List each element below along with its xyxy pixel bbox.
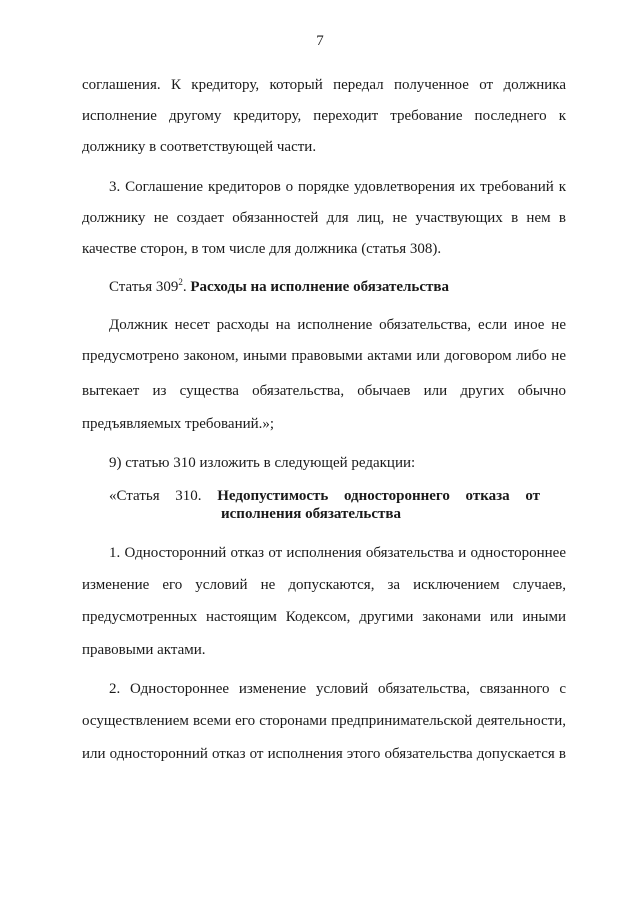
article-310-title-line-2: исполнения обязательства bbox=[221, 506, 401, 522]
article-310-title-line-1: Недопустимость одностороннего отказа от bbox=[217, 488, 540, 504]
paragraph-3-line-1: Должник несет расходы на исполнение обязательства, если иное не bbox=[109, 317, 566, 333]
paragraph-1-line-2: исполнение другому кредитору, переходит требование последнего к bbox=[82, 108, 566, 124]
article-309-title: Расходы на исполнение обязательства bbox=[190, 279, 449, 295]
article-309-superscript: 2 bbox=[178, 277, 183, 287]
paragraph-3-line-2: предусмотрено законом, иными правовыми актами или договором либо не bbox=[82, 348, 566, 364]
page-number: 7 bbox=[316, 33, 324, 49]
paragraph-4-line-1: 9) статью 310 изложить в следующей редакции: bbox=[109, 455, 416, 471]
paragraph-2-line-3: качестве сторон, в том числе для должника (статья 308). bbox=[82, 241, 442, 257]
paragraph-3-line-3: вытекает из существа обязательства, обычаев или других обычно bbox=[82, 383, 566, 399]
paragraph-2-line-1: 3. Соглашение кредиторов о порядке удовлетворения их требований к bbox=[109, 179, 566, 195]
article-309-prefix: Статья 309 bbox=[109, 279, 179, 295]
paragraph-5-line-3: предусмотренных настоящим Кодексом, другими законами или иными bbox=[82, 609, 566, 625]
paragraph-5-line-4: правовыми актами. bbox=[82, 642, 206, 658]
article-310-heading-line-1 bbox=[109, 487, 540, 505]
paragraph-6-line-3: или односторонний отказ от исполнения этого обязательства допускается в bbox=[82, 746, 566, 762]
article-309-dot: . bbox=[182, 279, 187, 295]
paragraph-6-line-1: 2. Одностороннее изменение условий обязательства, связанного с bbox=[109, 681, 566, 697]
article-309-heading bbox=[109, 278, 566, 296]
paragraph-3-line-4: предъявляемых требований.»; bbox=[82, 416, 275, 432]
paragraph-6-line-2: осуществлением всеми его сторонами предпринимательской деятельности, bbox=[82, 713, 566, 729]
paragraph-2-line-2: должнику не создает обязанностей для лиц, не участвующих в нем в bbox=[82, 210, 566, 226]
paragraph-5-line-1: 1. Односторонний отказ от исполнения обязательства и одностороннее bbox=[109, 545, 566, 561]
paragraph-5-line-2: изменение его условий не допускаются, за исключением случаев, bbox=[82, 577, 566, 593]
article-310-prefix: «Статья 310. bbox=[109, 488, 202, 504]
paragraph-1-line-3: должнику в соответствующей части. bbox=[82, 139, 317, 155]
paragraph-1-line-1: соглашения. К кредитору, который передал полученное от должника bbox=[82, 77, 566, 93]
